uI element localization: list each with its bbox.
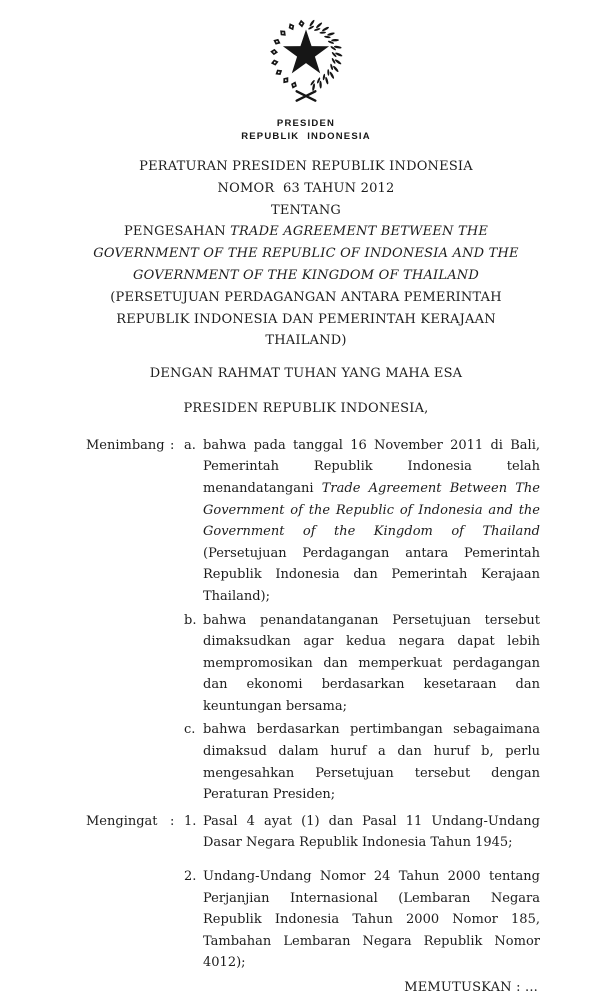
- item-marker-1: 1.: [184, 813, 197, 829]
- regulation-subject: [77, 221, 535, 352]
- item-marker-a: a.: [184, 437, 196, 453]
- subject-treaty-name: TRADE AGREEMENT BETWEEN THE GOVERNMENT OF THE REPUBLIC OF INDONESIA AND THE GOVERNMENT OF THE KINGDOM OF THAILAND: [93, 224, 519, 283]
- mengingat-section: [86, 811, 540, 974]
- item-marker-2: 2.: [184, 869, 197, 885]
- item-a-text-2: (Persetujuan Perdagangan antara Pemerintah Republik Indonesia dan Pemerintah Kerajaan Thailand);: [203, 545, 540, 604]
- regulation-title: PERATURAN PRESIDEN REPUBLIK INDONESIA: [139, 159, 473, 174]
- invocation-line: DENGAN RAHMAT TUHAN YANG MAHA ESA: [149, 366, 463, 382]
- menimbang-colon: :: [170, 437, 175, 453]
- memutuskan-catchword: MEMUTUSKAN : ...: [404, 980, 538, 996]
- regulation-number: NOMOR 63 TAHUN 2012: [217, 180, 395, 196]
- menimbang-item-a: [203, 435, 540, 608]
- item-a-text-1: bahwa pada tanggal 16 November 2011 di Bali, Pemerintah Republik Indonesia telah menandatangani: [203, 437, 540, 496]
- title-block: [0, 156, 612, 420]
- subject-prefix: PENGESAHAN: [123, 224, 231, 240]
- menimbang-item-b: bahwa penandatanganan Persetujuan tersebut dimaksudkan agar kedua negara dapat lebih mempromosikan dan memperkuat perdagangan dan ekonomi berdasarkan kesetaraan dan keuntungan bersama;: [203, 612, 540, 714]
- presidential-emblem: [263, 16, 349, 104]
- mengingat-item-2: Undang-Undang Nomor 24 Tahun 2000 tentang Perjanjian Internasional (Lembaran Negara Republik Indonesia Tahun 2000 Nomor 185, Tambahan Lembaran Negara Republik Nomor 4012);: [203, 869, 540, 971]
- item-a-treaty-name: Trade Agreement Between The Government of the Republic of Indonesia and the Government of the Kingdom of Thailand: [203, 480, 540, 540]
- letterhead-presiden: PRESIDEN: [276, 118, 336, 129]
- mengingat-label: Mengingat: [86, 813, 158, 829]
- menimbang-label: Menimbang: [86, 437, 165, 453]
- letterhead: [0, 117, 612, 143]
- item-marker-c: c.: [184, 722, 196, 738]
- menimbang-item-c: bahwa berdasarkan pertimbangan sebagaimana dimaksud dalam huruf a dan huruf b, perlu mengesahkan Persetujuan tersebut dengan Peraturan Presiden;: [203, 722, 540, 803]
- mengingat-item-1: Pasal 4 ayat (1) dan Pasal 11 Undang-Undang Dasar Negara Republik Indonesia Tahun 1945;: [203, 813, 540, 851]
- regulation-about-label: TENTANG: [270, 202, 342, 218]
- letterhead-republik-indonesia: REPUBLIK INDONESIA: [241, 131, 371, 142]
- subject-translation: (PERSETUJUAN PERDAGANGAN ANTARA PEMERINTAH REPUBLIK INDONESIA DAN PEMERINTAH KERAJAAN THAILAND): [110, 289, 502, 349]
- authority-line: PRESIDEN REPUBLIK INDONESIA,: [183, 400, 429, 416]
- star-wreath-icon: [263, 16, 349, 104]
- item-marker-b: b.: [184, 612, 197, 628]
- mengingat-colon: :: [170, 813, 175, 829]
- menimbang-section: [86, 435, 540, 806]
